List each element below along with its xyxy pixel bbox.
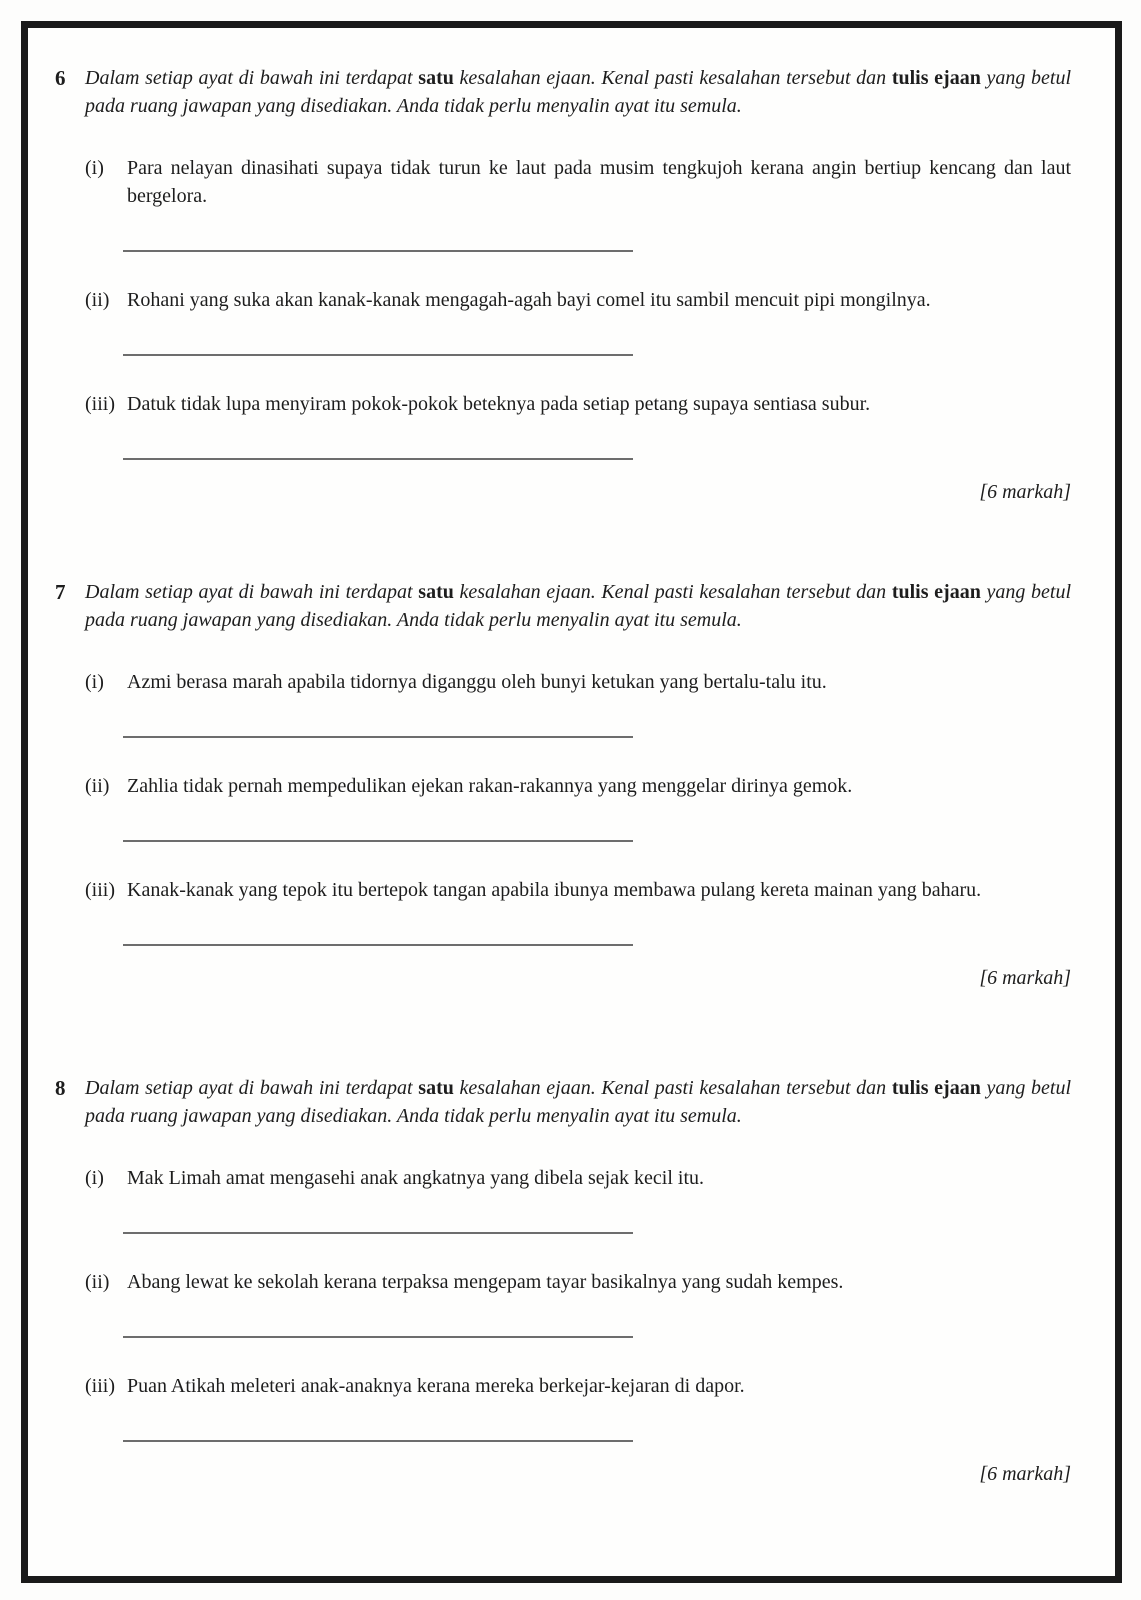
question-number: 6 [55,66,66,90]
question-item [85,772,1071,800]
instruction-text: kesalahan ejaan. Kenal pasti kesalahan tersebut dan [453,1077,892,1099]
instruction-text: yang betul pada ruang jawapan yang disediakan. Anda tidak perlu menyalin ayat itu semula. [85,581,1072,631]
page-border-frame [21,21,1122,1583]
instruction-text: kesalahan ejaan. Kenal pasti kesalahan tersebut dan [453,67,892,89]
item-label: (ii) [85,1271,110,1293]
item-label: (i) [85,1167,104,1189]
item-label: (iii) [85,879,115,901]
question-item [85,1268,1071,1296]
item-sentence: Puan Atikah meleteri anak-anaknya kerana mereka berkejar-kejaran di dapor. [127,1375,745,1397]
question-item [85,390,1071,418]
item-label: (iii) [85,393,115,415]
question-number: 7 [55,580,66,604]
instruction-text: Dalam setiap ayat di bawah ini terdapat [85,581,419,603]
answer-blank-line [123,840,633,842]
item-label: (ii) [85,289,110,311]
answer-blank-line [123,354,633,356]
item-sentence: Azmi berasa marah apabila tidornya diganggu oleh bunyi ketukan yang bertalu-talu itu. [127,671,827,693]
instruction-text: Dalam setiap ayat di bawah ini terdapat [85,1077,419,1099]
instruction-bold-satu: satu [418,581,454,603]
answer-blank-line [123,1336,633,1338]
marks-label: [6 markah] [979,967,1071,989]
marks-label: [6 markah] [979,481,1071,503]
item-label: (i) [85,671,104,693]
answer-blank-line [123,1440,633,1442]
question-item [85,154,1071,210]
item-sentence: Mak Limah amat mengasehi anak angkatnya yang dibela sejak kecil itu. [127,1167,705,1189]
item-sentence: Rohani yang suka akan kanak-kanak mengagah-agah bayi comel itu sambil mencuit pipi mongilnya. [127,289,931,311]
answer-blank-line [123,1232,633,1234]
question-instruction [85,1074,1071,1130]
item-sentence: Abang lewat ke sekolah kerana terpaksa mengepam tayar basikalnya yang sudah kempes. [127,1271,844,1293]
item-label: (i) [85,157,104,179]
instruction-bold-satu: satu [418,1077,454,1099]
question-instruction [85,578,1071,634]
item-sentence: Datuk tidak lupa menyiram pokok-pokok beteknya pada setiap petang supaya sentiasa subur. [127,393,871,415]
instruction-text: yang betul pada ruang jawapan yang disediakan. Anda tidak perlu menyalin ayat itu semula. [85,67,1072,117]
marks-label: [6 markah] [979,1463,1071,1485]
question-item [85,1164,1071,1192]
answer-blank-line [123,250,633,252]
question-item [85,668,1071,696]
question-number: 8 [55,1076,66,1100]
answer-blank-line [123,736,633,738]
item-sentence: Para nelayan dinasihati supaya tidak turun ke laut pada musim tengkujoh kerana angin bertiup kencang dan laut bergelora. [127,157,1071,207]
question-item [85,286,1071,314]
instruction-bold-tulis-ejaan: tulis ejaan [891,67,981,89]
question-instruction [85,64,1071,120]
answer-blank-line [123,458,633,460]
question-item [85,876,1071,904]
question-8 [55,1074,1071,1488]
item-sentence: Zahlia tidak pernah mempedulikan ejekan rakan-rakannya yang menggelar dirinya gemok. [127,775,853,797]
question-body [85,1074,1071,1488]
question-body [85,578,1071,992]
question-6 [55,64,1071,506]
instruction-bold-tulis-ejaan: tulis ejaan [891,581,981,603]
answer-blank-line [123,944,633,946]
instruction-text: Dalam setiap ayat di bawah ini terdapat [85,67,419,89]
item-label: (iii) [85,1375,115,1397]
item-label: (ii) [85,775,110,797]
instruction-bold-satu: satu [418,67,454,89]
instruction-text: kesalahan ejaan. Kenal pasti kesalahan tersebut dan [453,581,892,603]
instruction-text: yang betul pada ruang jawapan yang disediakan. Anda tidak perlu menyalin ayat itu semula. [85,1077,1072,1127]
question-body [85,64,1071,506]
question-item [85,1372,1071,1400]
item-sentence: Kanak-kanak yang tepok itu bertepok tangan apabila ibunya membawa pulang kereta mainan yang baharu. [127,879,982,901]
question-7 [55,578,1071,992]
instruction-bold-tulis-ejaan: tulis ejaan [891,1077,981,1099]
